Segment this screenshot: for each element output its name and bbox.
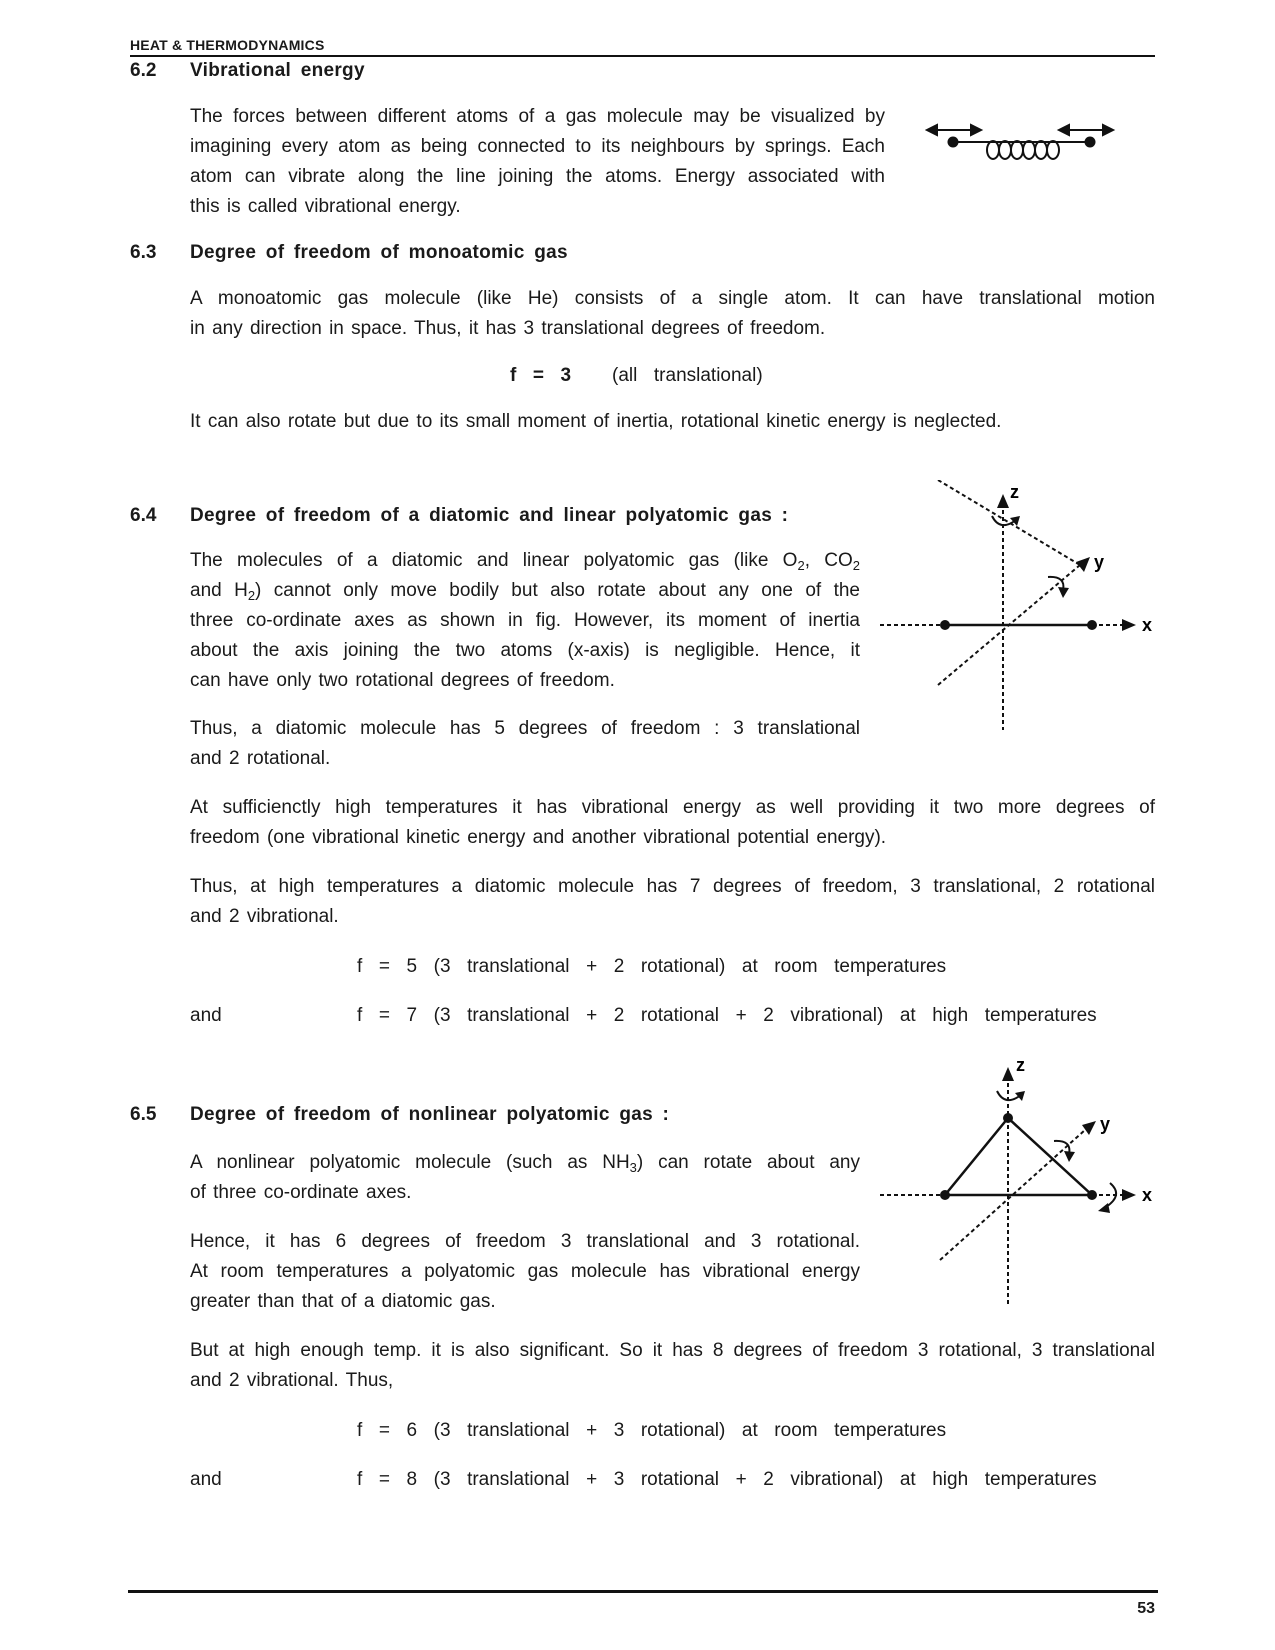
spring-coil-icon xyxy=(987,141,1059,159)
double-arrow-icon xyxy=(927,125,981,135)
atom-right xyxy=(1087,1190,1097,1200)
y-arrow-icon xyxy=(1076,557,1090,572)
section-number-6-4: 6.4 xyxy=(130,505,157,526)
section-title-vibrational-energy: Vibrational energy xyxy=(190,60,365,81)
y-axis-label: y xyxy=(1100,1114,1111,1134)
equation-f-7: f = 7 (3 translational + 2 rotational + 2 vibrational) at high temperatures xyxy=(357,1005,1097,1026)
double-arrow-icon xyxy=(1059,125,1113,135)
atom-right xyxy=(1087,620,1097,630)
nonlinear-axes-figure xyxy=(860,1055,1160,1315)
atom-left xyxy=(940,620,950,630)
section-title-nonlinear: Degree of freedom of nonlinear polyatomic gas : xyxy=(190,1104,670,1125)
paragraph-nonlinear-6dof: Hence, it has 6 degrees of freedom 3 translational and 3 rotational. At room temperatures a polyatomic gas molecule has vibrational energy greater than that of a diatomic gas. xyxy=(190,1231,860,1312)
atom-top xyxy=(1003,1113,1013,1123)
section-number-6-2: 6.2 xyxy=(130,60,157,81)
section-title-monoatomic: Degree of freedom of monoatomic gas xyxy=(190,242,568,263)
equation-f-3: f = 3 xyxy=(510,365,572,386)
paragraph-diatomic-7dof: Thus, at high temperatures a diatomic molecule has 7 degrees of freedom, 3 translational, 2 rotational and 2 vibrational. xyxy=(190,876,1155,927)
spring-vibration-figure xyxy=(925,115,1155,175)
z-axis-label: z xyxy=(1016,1055,1025,1075)
z-arrow-icon xyxy=(1002,1067,1014,1081)
paragraph-diatomic-5dof: Thus, a diatomic molecule has 5 degrees of freedom : 3 translational and 2 rotational. xyxy=(190,718,860,769)
z-arrow-icon xyxy=(997,494,1009,508)
paragraph-diatomic-vibration: At sufficienctly high temperatures it has vibrational energy as well providing it two more degrees of freedom (one vibrational kinetic energy and another vibrational potential energy). xyxy=(190,797,1155,848)
x-axis-label: x xyxy=(1142,1185,1153,1205)
x-axis-label: x xyxy=(1142,615,1153,635)
equation-note-all-translational: (all translational) xyxy=(612,365,763,386)
running-header: HEAT & THERMODYNAMICS xyxy=(130,37,325,53)
section-number-6-3: 6.3 xyxy=(130,242,157,263)
paragraph-vibrational-energy: The forces between different atoms of a gas molecule may be visualized by imagining every atom as being connected to its neighbours by springs. Each atom can vibrate along the line joining the atoms. Energy associated with this is called vibrational energy. xyxy=(190,106,885,217)
equation-prefix-and: and xyxy=(190,1469,222,1490)
footer-rule xyxy=(128,1590,1158,1593)
paragraph-nonlinear-intro: A nonlinear polyatomic molecule (such as $NH_3$) can rotate about any of three co-ordinate axes. xyxy=(190,1152,860,1203)
paragraph-diatomic-intro: The molecules of a diatomic and linear polyatomic gas (like $O_2$, $CO_2$ and $H_2$) cannot only move bodily but also rotate about any one of the three co-ordinate axes as shown in fig. However, its moment of inertia about the axis joining the two atoms (x-axis) is negligible. Hence, it can have only two rotational degrees of freedom. xyxy=(190,550,861,691)
x-arrow-icon xyxy=(1122,619,1136,631)
diatomic-axes-figure xyxy=(860,480,1160,740)
y-arrow-icon xyxy=(1082,1121,1096,1135)
atom-left xyxy=(940,1190,950,1200)
equation-f-8: f = 8 (3 translational + 3 rotational + 2 vibrational) at high temperatures xyxy=(357,1469,1097,1490)
section-number-6-5: 6.5 xyxy=(130,1104,157,1125)
paragraph-monoatomic: A monoatomic gas molecule (like He) consists of a single atom. It can have translational motion in any direction in space. Thus, it has 3 translational degrees of freedom. xyxy=(190,288,1155,339)
y-axis-label: y xyxy=(1094,552,1105,572)
x-arrow-icon xyxy=(1122,1189,1136,1201)
equation-f-5: f = 5 (3 translational + 2 rotational) at room temperatures xyxy=(357,956,947,977)
equation-prefix-and: and xyxy=(190,1005,222,1026)
equation-f-6: f = 6 (3 translational + 3 rotational) at room temperatures xyxy=(357,1420,947,1441)
section-title-diatomic: Degree of freedom of a diatomic and linear polyatomic gas : xyxy=(190,505,789,526)
paragraph-monoatomic-rotation: It can also rotate but due to its small moment of inertia, rotational kinetic energy is neglected. xyxy=(190,411,1002,432)
header-rule xyxy=(130,55,1155,57)
z-axis-label: z xyxy=(1010,482,1019,502)
paragraph-nonlinear-8dof: But at high enough temp. it is also significant. So it has 8 degrees of freedom 3 rotational, 3 translational and 2 vibrational. Thus, xyxy=(190,1340,1155,1391)
page-number: 53 xyxy=(1137,1600,1155,1617)
